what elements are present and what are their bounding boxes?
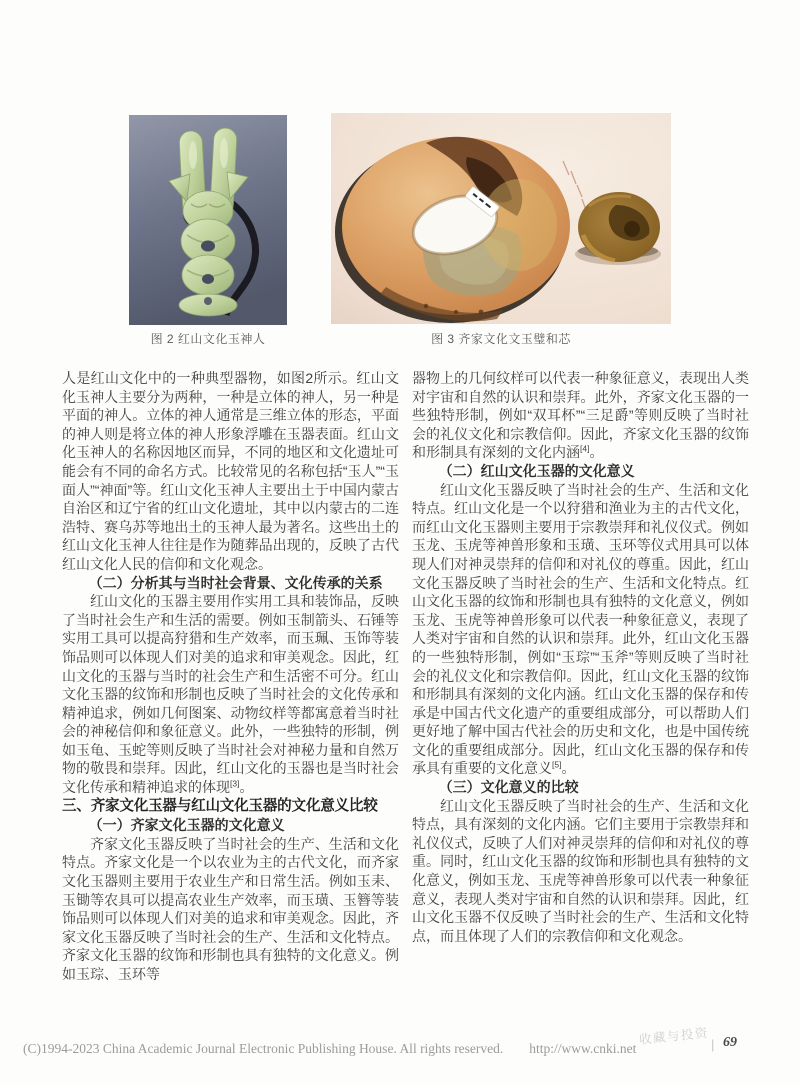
section-heading: （二）分析其与当时社会背景、文化传承的关系 bbox=[88, 574, 383, 591]
cnki-url[interactable]: http://www.cnki.net bbox=[529, 1041, 637, 1056]
journal-name-watermark: 收藏与投资 bbox=[638, 1025, 710, 1048]
section-heading: （二）红山文化玉器的文化意义 bbox=[438, 462, 635, 479]
footer-divider: | bbox=[711, 1037, 715, 1052]
paragraph: 红山文化的玉器主要用作实用工具和装饰品，反映了当时社会生产和生活的需要。例如玉制箭头、石锤等实用工具可以提高狩猎和生产效率，而玉珮、玉饰等装饰品则可以体现人们对美的追求和审美观念。因此，红山文化的玉器与当时的社会生产和生活密不可分。红山文化玉器的纹饰和形制也反映了当时社会的文化传承和精神追求，例如几何图案、动物纹样等都寓意着当时社会的神秘信仰和象征意义。此外，一些独特的形制，例如玉龟、玉蛇等则反映了当时社会对神秘力量和自然万物的敬畏和崇拜。因此，红山文化的玉器也是当时社会文化传承和精神追求的体现[3]。 bbox=[62, 593, 399, 796]
paragraph: 人是红山文化中的一种典型器物，如图2所示。红山文化玉神人主要分为两种，一种是立体的神人，另一种是平面的神人。立体的神人通常是三维立体的形态，平面的神人则是将立体的神人形象浮雕在玉器表面。红山文化玉神人的名称因地区而异，不同的地区和文化遗址可能会有不同的命名方式。比较常见的名称包括“玉人”“玉面人”“神面”等。红山文化玉神人主要出土于中国内蒙古自治区和辽宁省的红山文化遗址，其中以内蒙古的二连浩特、赛乌苏等地出土的玉神人最为著名。这些出土的红山文化玉神人往往是作为随葬品出现的，反映了古代红山文化人民的信仰和文化观念。 bbox=[62, 370, 399, 572]
figure3-jade-disc-photo bbox=[331, 113, 671, 324]
section-heading: （三）文化意义的比较 bbox=[438, 779, 579, 796]
text-column-left bbox=[62, 369, 399, 984]
copyright-text: (C)1994-2023 China Academic Journal Electronic Publishing House. All rights reserved. bbox=[23, 1041, 504, 1056]
figure2-jade-figurine-photo bbox=[129, 115, 287, 325]
text-column-right bbox=[412, 369, 749, 945]
paragraph: 器物上的几何纹样可以代表一种象征意义，表现出人类对宇宙和自然的认识和崇拜。此外，齐家文化玉器的一些独特形制，例如“双耳杯”“三足爵”等则反映了当时社会的礼仪文化和宗教信仰。因此，齐家文化玉器的纹饰和形制具有深刻的文化内涵[4]。 bbox=[412, 370, 749, 461]
section-heading-major: 三、齐家文化玉器与红山文化玉器的文化意义比较 bbox=[62, 797, 378, 814]
jade-figurine-illustration bbox=[129, 115, 287, 325]
figure2-caption: 图 2 红山文化玉神人 bbox=[150, 332, 266, 346]
jade-disc-illustration bbox=[331, 113, 671, 324]
paragraph: 齐家文化玉器反映了当时社会的生产、生活和文化特点。齐家文化是一个以农业为主的古代文化，而齐家文化玉器则主要用于农业生产和日常生活。例如玉耒、玉锄等农具可以提高农业生产效率，而玉璜、玉簪等装饰品则可以体现人们对美的追求和审美观念。因此，齐家文化玉器反映了当时社会的生产、生活和文化特点。齐家文化玉器的纹饰和形制也具有独特的文化意义。例如玉琮、玉环等 bbox=[62, 835, 399, 982]
section-heading: （一）齐家文化玉器的文化意义 bbox=[88, 817, 285, 834]
page-number: 69 bbox=[723, 1035, 737, 1050]
figure3-caption: 图 3 齐家文化文玉璧和芯 bbox=[431, 332, 571, 346]
paragraph: 红山文化玉器反映了当时社会的生产、生活和文化特点，具有深刻的文化内涵。它们主要用于宗教崇拜和礼仪仪式，反映了人们对神灵崇拜的信仰和对礼仪的尊重。同时，红山文化玉器的纹饰和形制也具有独特的文化意义，例如玉龙、玉虎等神兽形象可以代表一种象征意义，表现人类对宇宙和自然的认识和崇拜。因此，红山文化玉器不仅反映了当时社会的生产、生活和文化特点，而且体现了人们的宗教信仰和文化观念。 bbox=[412, 797, 749, 944]
paragraph: 红山文化玉器反映了当时社会的生产、生活和文化特点。红山文化是一个以狩猎和渔业为主的古代文化，而红山文化玉器则主要用于宗教崇拜和礼仪仪式。例如玉龙、玉虎等神兽形象和玉璜、玉环等仪式用具可以体现人们对神灵崇拜的信仰和对礼仪的尊重。因此，红山文化玉器反映了当时社会的生产、生活和文化特点。红山文化玉器的纹饰和形制也具有独特的文化意义，例如玉龙、玉虎等神兽形象可以代表一种象征意义，表现了人类对宇宙和自然的认识和崇拜。此外，红山文化玉器的一些独特形制，例如“玉琮”“玉斧”等则反映了当时社会的礼仪文化和宗教信仰。因此，红山文化玉器的纹饰和形制具有深刻的文化内涵。红山文化玉器的保存和传承是中国古代文化遗产的重要组成部分，可以帮助人们更好地了解中国古代社会的历史和文化，也是中国传统文化的重要组成部分。因此，红山文化玉器的保存和传承具有重要的文化意义[5]。 bbox=[412, 481, 749, 777]
